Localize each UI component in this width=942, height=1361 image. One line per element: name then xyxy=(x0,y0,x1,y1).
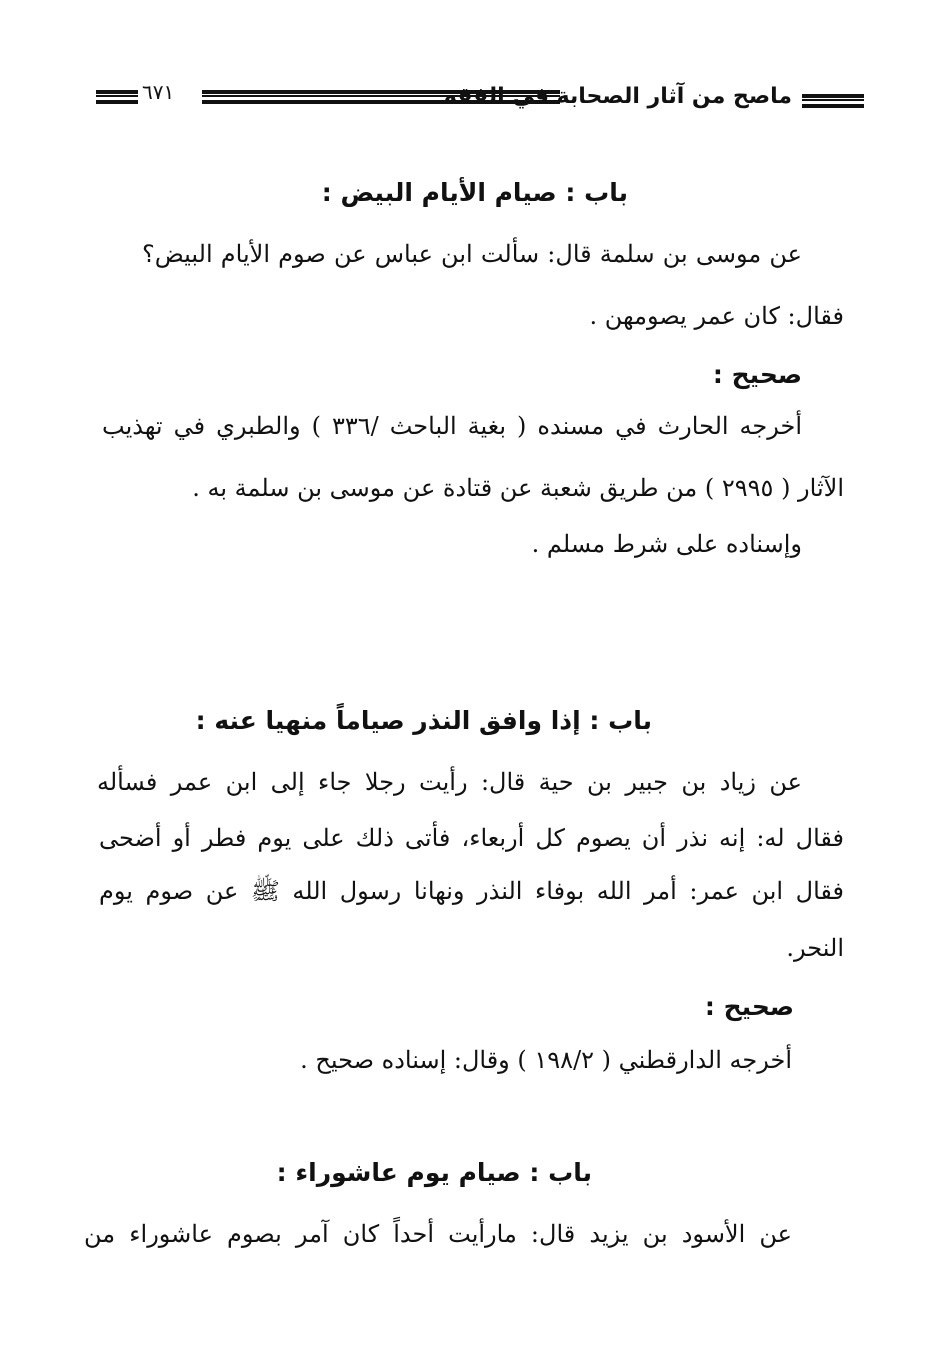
section-title: باب : صيام يوم عاشوراء : xyxy=(276,1158,592,1187)
header-rule-left xyxy=(96,90,138,104)
body-line: فقال ابن عمر: أمر الله بوفاء النذر ونهانا رسول الله ﷺ عن صوم يوم xyxy=(99,877,844,905)
body-line: النحر. xyxy=(786,934,844,962)
takhrij-line: أخرجه الدارقطني ( ١٩٨/٢ ) وقال: إسناده صحيح . xyxy=(300,1046,792,1074)
body-line: فقال: كان عمر يصومهن . xyxy=(589,302,844,330)
body-line: فقال له: إنه نذر أن يصوم كل أربعاء، فأتى ذلك على يوم فطر أو أضحى xyxy=(99,824,844,852)
running-header xyxy=(96,78,864,118)
takhrij-line: أخرجه الحارث في مسنده ( بغية الباحث /٣٣٦ ) والطبري في تهذيب xyxy=(102,412,802,440)
page-number: ٦٧١ xyxy=(142,80,175,104)
body-line: عن موسى بن سلمة قال: سألت ابن عباس عن صوم الأيام البيض؟ xyxy=(142,240,802,268)
header-rule-middle xyxy=(202,90,560,104)
grade-label: صحيح : xyxy=(712,360,802,389)
takhrij-line: الآثار ( ٢٩٩٥ ) من طريق شعبة عن قتادة عن موسى بن سلمة به . xyxy=(192,474,844,502)
takhrij-line: وإسناده على شرط مسلم . xyxy=(531,530,802,558)
header-title: ماصح من آثار الصحابة في الفقه xyxy=(443,84,792,109)
section-title: باب : صيام الأيام البيض : xyxy=(321,178,628,207)
grade-label: صحيح : xyxy=(704,992,794,1021)
section-title: باب : إذا وافق النذر صياماً منهيا عنه : xyxy=(195,706,652,735)
body-line: عن زياد بن جبير بن حية قال: رأيت رجلا جاء إلى ابن عمر فسأله xyxy=(97,768,802,796)
body-line: عن الأسود بن يزيد قال: مارأيت أحداً كان آمر بصوم عاشوراء من xyxy=(84,1220,792,1248)
header-rule-right xyxy=(802,94,864,108)
